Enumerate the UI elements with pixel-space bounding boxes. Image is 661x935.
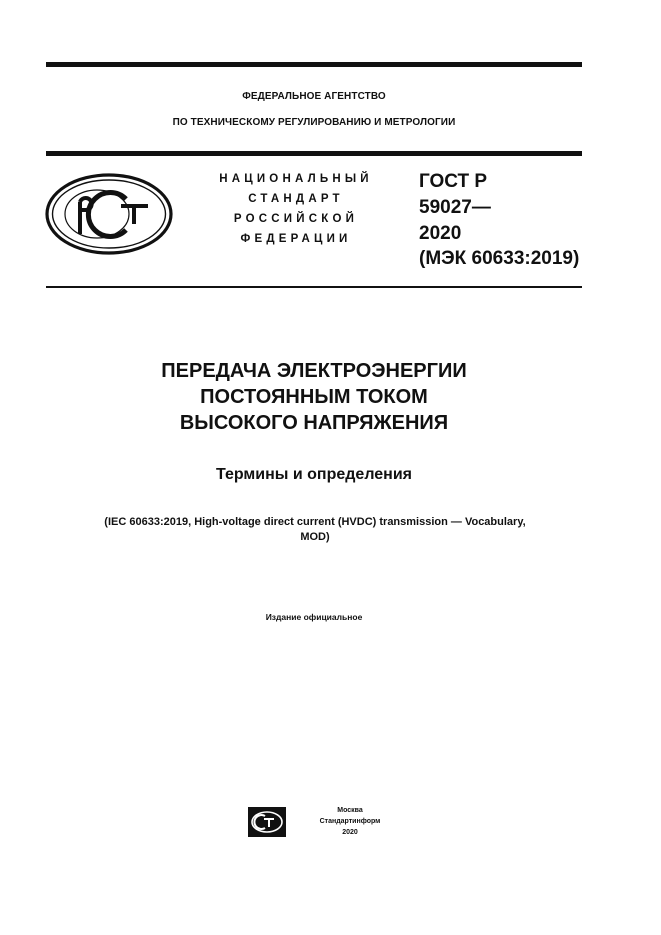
agency-line-2: ПО ТЕХНИЧЕСКОМУ РЕГУЛИРОВАНИЮ И МЕТРОЛОГИИ xyxy=(172,117,456,128)
document-title-line-3: ВЫСОКОГО НАПРЯЖЕНИЯ xyxy=(179,412,449,434)
gost-designation-line-1: ГОСТ Р xyxy=(419,171,488,192)
document-title-line-2: ПОСТОЯННЫМ ТОКОМ xyxy=(200,386,428,408)
agency-line-1: ФЕДЕРАЛЬНОЕ АГЕНТСТВО xyxy=(242,91,386,102)
lower-rule xyxy=(46,286,582,288)
iec-reference-line-1: (IEC 60633:2019, High-voltage direct current (HVDC) transmission — Vocabulary, xyxy=(104,516,526,528)
rst-gost-emblem-icon xyxy=(44,172,174,256)
gost-designation-line-4: (МЭК 60633:2019) xyxy=(419,248,580,269)
national-standard-line-3: РОССИЙСКОЙ xyxy=(233,213,359,225)
publisher-city: Москва xyxy=(337,807,363,814)
gost-designation-line-3: 2020 xyxy=(419,223,462,244)
national-standard-line-2: СТАНДАРТ xyxy=(248,193,344,205)
upper-rule xyxy=(46,151,582,156)
standartinform-logo-icon xyxy=(247,806,287,838)
document-subtitle: Термины и определения xyxy=(215,466,412,483)
publisher-year: 2020 xyxy=(342,829,358,836)
national-standard-line-1: НАЦИОНАЛЬНЫЙ xyxy=(219,173,373,185)
publisher-name: Стандартинформ xyxy=(319,818,381,825)
gost-designation-line-2: 59027— xyxy=(419,197,491,218)
edition-label: Издание официальное xyxy=(265,612,363,622)
top-rule xyxy=(46,62,582,67)
document-title-line-1: ПЕРЕДАЧА ЭЛЕКТРОЭНЕРГИИ xyxy=(161,360,467,382)
iec-reference-line-2: MOD) xyxy=(300,531,330,543)
national-standard-line-4: ФЕДЕРАЦИИ xyxy=(240,233,352,245)
